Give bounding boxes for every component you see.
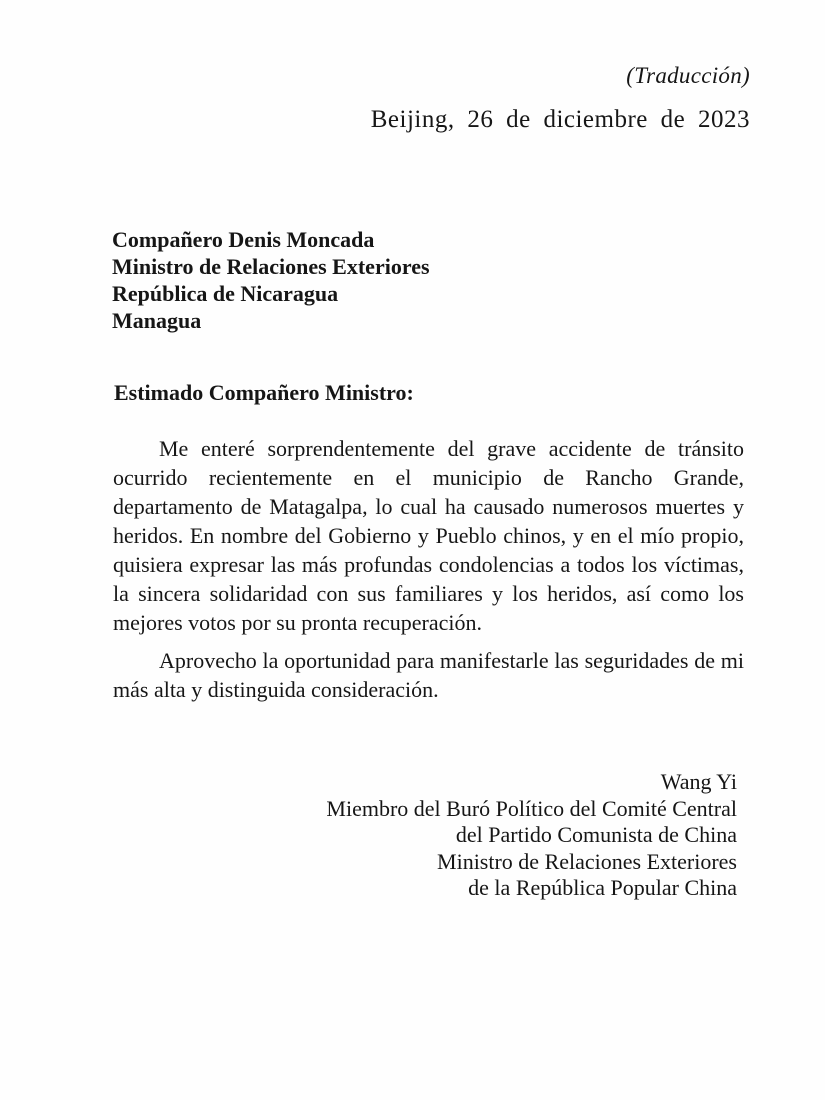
recipient-block xyxy=(112,226,430,334)
signatory-name: Wang Yi xyxy=(660,769,737,794)
date-line: Beijing, 26 de diciembre de 2023 xyxy=(370,106,750,133)
translation-note: (Traducción) xyxy=(626,63,750,88)
recipient-country: República de Nicaragua xyxy=(112,281,339,306)
signature-block xyxy=(326,769,737,902)
body-paragraph-condolences: Me enteré sorprendentemente del grave accidente de tránsito ocurrido recientemente en el municipio de Rancho Grande, departamento de Matagalpa, lo cual ha causado numerosos muertes y heridos. En nombre del Gobierno y Pueblo chinos, y en el mío propio, quisiera expresar las más profundas condolencias a todos los víctimas, la sincera solidaridad con sus familiares y los heridos, así como los mejores votos por su pronta recuperación. xyxy=(113,436,744,635)
signatory-title-2: del Partido Comunista de China xyxy=(455,822,737,847)
letter-body xyxy=(113,434,744,704)
signatory-title-4: de la República Popular China xyxy=(468,875,737,900)
recipient-name: Compañero Denis Moncada xyxy=(112,227,375,252)
recipient-title: Ministro de Relaciones Exteriores xyxy=(112,254,430,279)
recipient-city: Managua xyxy=(112,308,202,333)
signatory-title-3: Ministro de Relaciones Exteriores xyxy=(437,848,737,874)
body-paragraph-closing: Aprovecho la oportunidad para manifestarle las seguridades de mi más alta y distinguida consideración. xyxy=(113,648,744,702)
signatory-title-1: Miembro del Buró Político del Comité Central xyxy=(326,795,737,821)
salutation: Estimado Compañero Ministro: xyxy=(114,380,414,405)
